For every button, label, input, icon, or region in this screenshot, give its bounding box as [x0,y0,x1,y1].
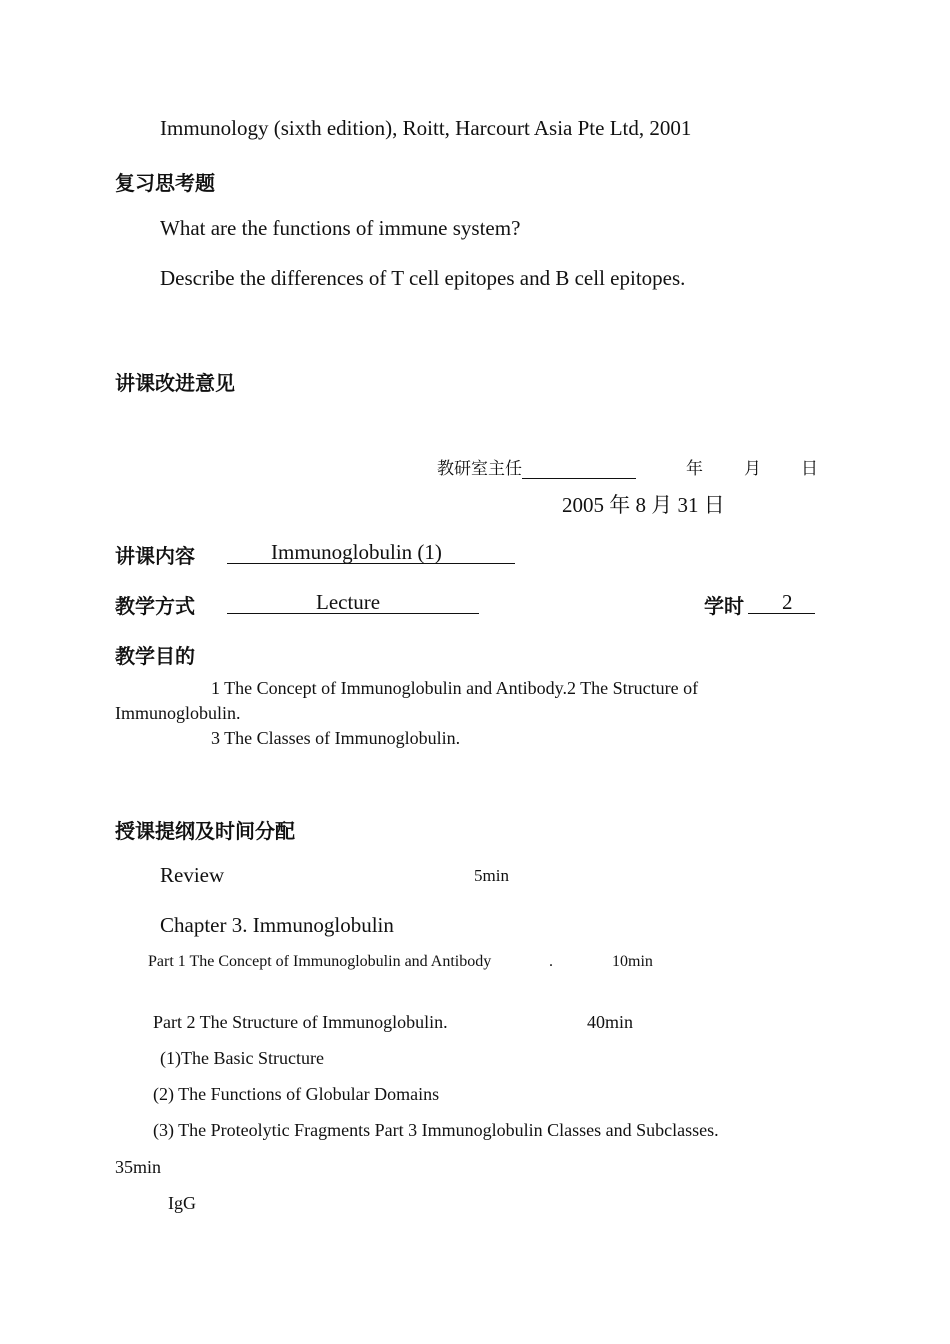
signature-year: 年 [686,459,703,479]
outline-heading: 授课提纲及时间分配 [115,819,295,843]
improvement-heading: 讲课改进意见 [115,371,235,395]
document-date: 2005 年 8 月 31 日 [562,493,725,517]
outline-sub-1: (1)The Basic Structure [160,1048,324,1068]
hours-field [748,590,815,615]
outline-part-2-time: 40min [587,1012,634,1032]
signature-day: 日 [801,459,818,479]
review-question-2: Describe the differences of T cell epitopes and B cell epitopes. [160,266,686,290]
outline-chapter: Chapter 3. Immunoglobulin [160,913,394,937]
hours-label: 学时 [704,594,744,618]
review-heading: 复习思考题 [115,171,215,195]
outline-sub-2: (2) The Functions of Globular Domains [153,1084,440,1104]
objective-line-3: 3 The Classes of Immunoglobulin. [211,728,461,748]
outline-review-time: 5min [474,866,509,885]
lecture-content-label: 讲课内容 [115,544,195,568]
teaching-method-field [227,590,479,615]
outline-part-2: Part 2 The Structure of Immunoglobulin. [153,1012,448,1032]
signature-label: 教研室主任 [437,459,522,479]
objective-line-1: 1 The Concept of Immunoglobulin and Antibody.2 The Structure of [211,678,699,698]
outline-sub-3: (3) The Proteolytic Fragments Part 3 Immunoglobulin Classes and Subclasses. [153,1120,719,1140]
reference-text: Immunology (sixth edition), Roitt, Harcourt Asia Pte Ltd, 2001 [160,116,692,140]
lecture-content-field [227,540,515,565]
teaching-method-label: 教学方式 [115,594,195,618]
signature-blank [522,462,636,479]
teaching-method-value: Lecture [227,591,479,614]
lecture-content-value: Immunoglobulin (1) [227,541,515,564]
signature-month: 月 [744,459,761,479]
objectives-heading: 教学目的 [115,644,195,668]
review-question-1: What are the functions of immune system? [160,216,521,240]
outline-igg: IgG [168,1193,196,1213]
signature-line [437,454,636,479]
outline-part-1: Part 1 The Concept of Immunoglobulin and Antibody [148,953,492,970]
outline-part-3-time: 35min [115,1157,162,1177]
outline-review-label: Review [160,863,225,887]
hours-value: 2 [748,591,815,614]
objective-line-2: Immunoglobulin. [115,703,241,723]
outline-part-1-dot: . [549,953,553,970]
outline-part-1-time: 10min [612,953,653,970]
